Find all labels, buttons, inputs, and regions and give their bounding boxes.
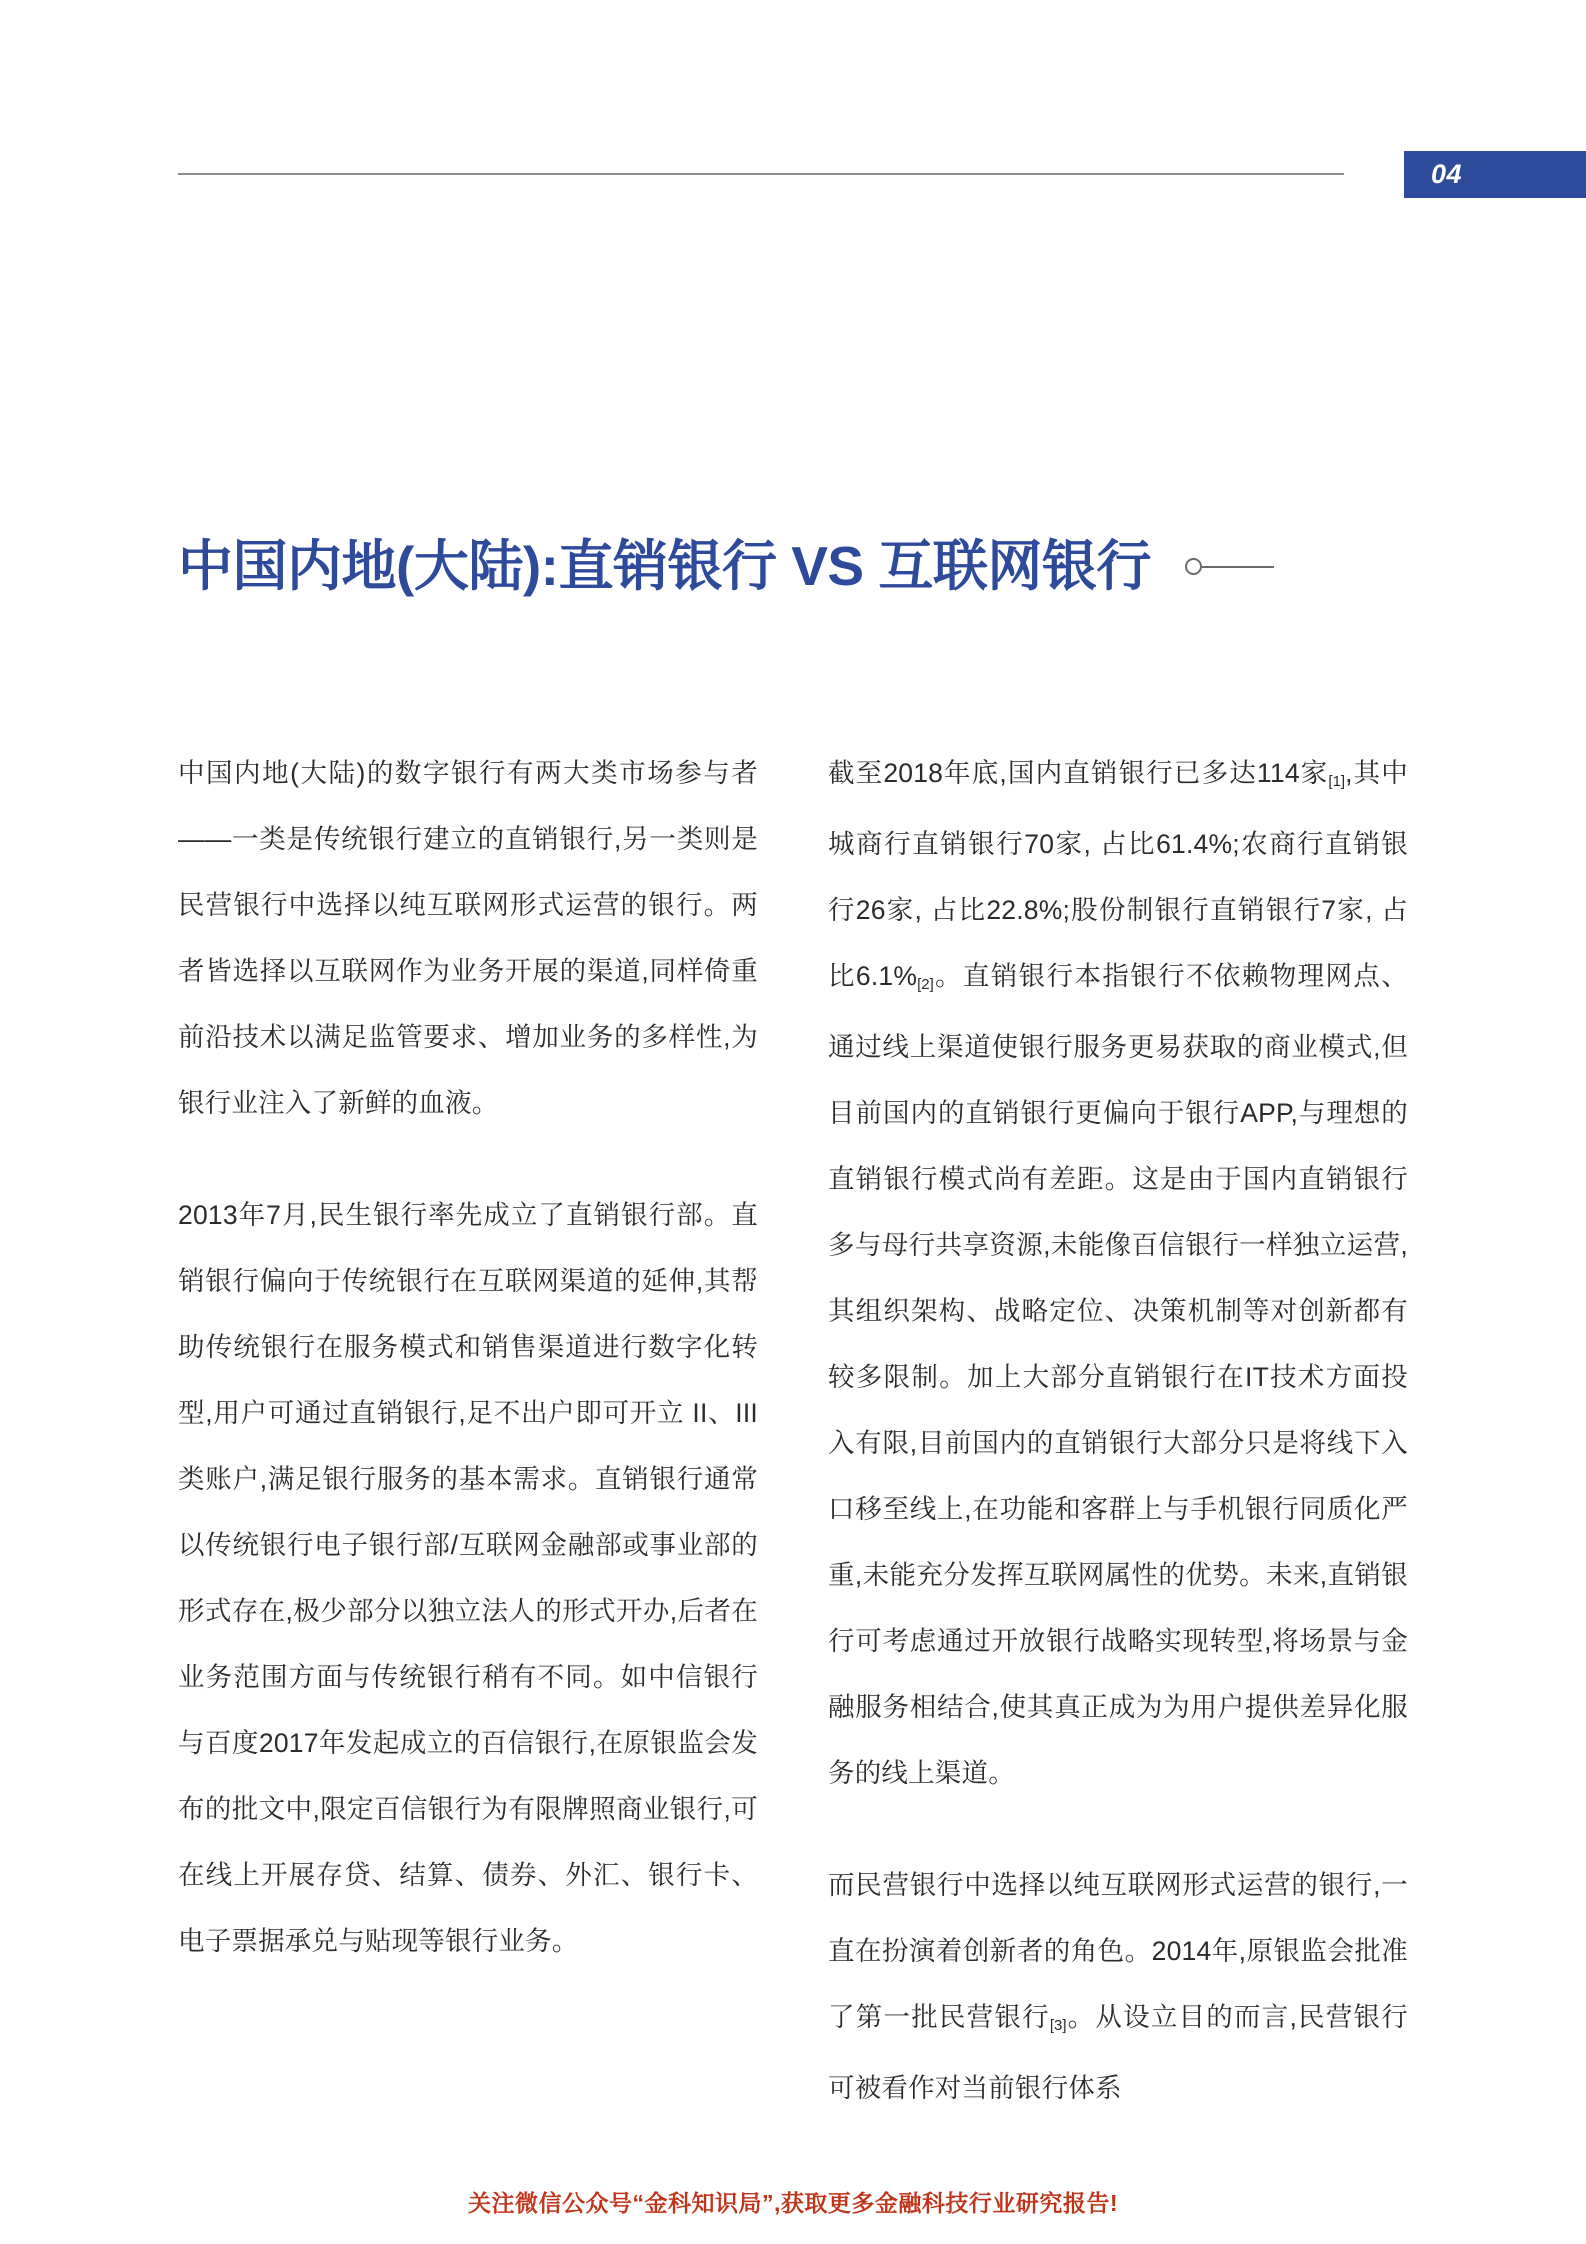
page-number-badge — [1404, 151, 1586, 198]
footnote-marker: [1] — [1328, 773, 1346, 790]
paragraph: 中国内地(大陆)的数字银行有两大类市场参与者——一类是传统银行建立的直销银行,另一类则是民营银行中选择以纯互联网形式运营的银行。两者皆选择以互联网作为业务开展的渠道,同样倚重前沿技术以满足监管要求、增加业务的多样性,为银行业注入了新鲜的血液。 — [178, 758, 758, 1118]
paragraph: 2013年7月,民生银行率先成立了直销银行部。直销银行偏向于传统银行在互联网渠道的延伸,其帮助传统银行在服务模式和销售渠道进行数字化转型,用户可通过直销银行,足不出户即可开立 II、III 类账户,满足银行服务的基本需求。直销银行通常以传统银行电子银行部/互联网金融部或事业部的形式存在,极少部分以独立法人的形式开办,后者在业务范围方面与传统银行稍有不同。如中信银行与百度2017年发起成立的百信银行,在原银监会发布的批文中,限定百信银行为有限牌照商业银行,可在线上开展存贷、结算、债券、外汇、银行卡、电子票据承兑与贴现等银行业务。 — [178, 1200, 758, 1956]
footnote-marker: [2] — [917, 976, 934, 993]
section-title-row — [178, 536, 1408, 598]
left-column — [178, 740, 758, 2121]
body-columns — [178, 740, 1408, 2121]
page-number-label: 04 — [1431, 159, 1463, 189]
footnote-marker: [3] — [1049, 2017, 1067, 2034]
circle-icon — [1185, 558, 1202, 575]
footer-promo-text: 关注微信公众号“金科知识局”,获取更多金融科技行业研究报告! — [467, 2190, 1119, 2216]
header-divider-rule — [178, 173, 1344, 175]
page-title: 中国内地(大陆):直销银行 VS 互联网银行 — [178, 535, 1151, 597]
horizontal-line-icon — [1202, 566, 1274, 568]
right-column — [828, 740, 1408, 2121]
paragraph: 而民营银行中选择以纯互联网形式运营的银行,一直在扮演着创新者的角色。2014年,原银监会批准了第一批民营银行[3]。从设立目的而言,民营银行可被看作对当前银行体系 — [828, 1870, 1408, 2103]
title-ornament — [1185, 558, 1274, 575]
paragraph: 截至2018年底,国内直销银行已多达114家[1],其中城商行直销银行70家, 占比61.4%;农商行直销银行26家, 占比22.8%;股份制银行直销银行7家, 占比6.1%[2]。直销银行本指银行不依赖物理网点、通过线上渠道使银行服务更易获取的商业模式,但目前国内的直销银行更偏向于银行APP,与理想的直销银行模式尚有差距。这是由于国内直销银行多与母行共享资源,未能像百信银行一样独立运营,其组织架构、战略定位、决策机制等对创新都有较多限制。加上大部分直销银行在IT技术方面投入有限,目前国内的直销银行大部分只是将线下入口移至线上,在功能和客群上与手机银行同质化严重,未能充分发挥互联网属性的优势。未来,直销银行可考虑通过开放银行战略实现转型,将场景与金融服务相结合,使其真正成为为用户提供差异化服务的线上渠道。 — [828, 758, 1409, 1788]
